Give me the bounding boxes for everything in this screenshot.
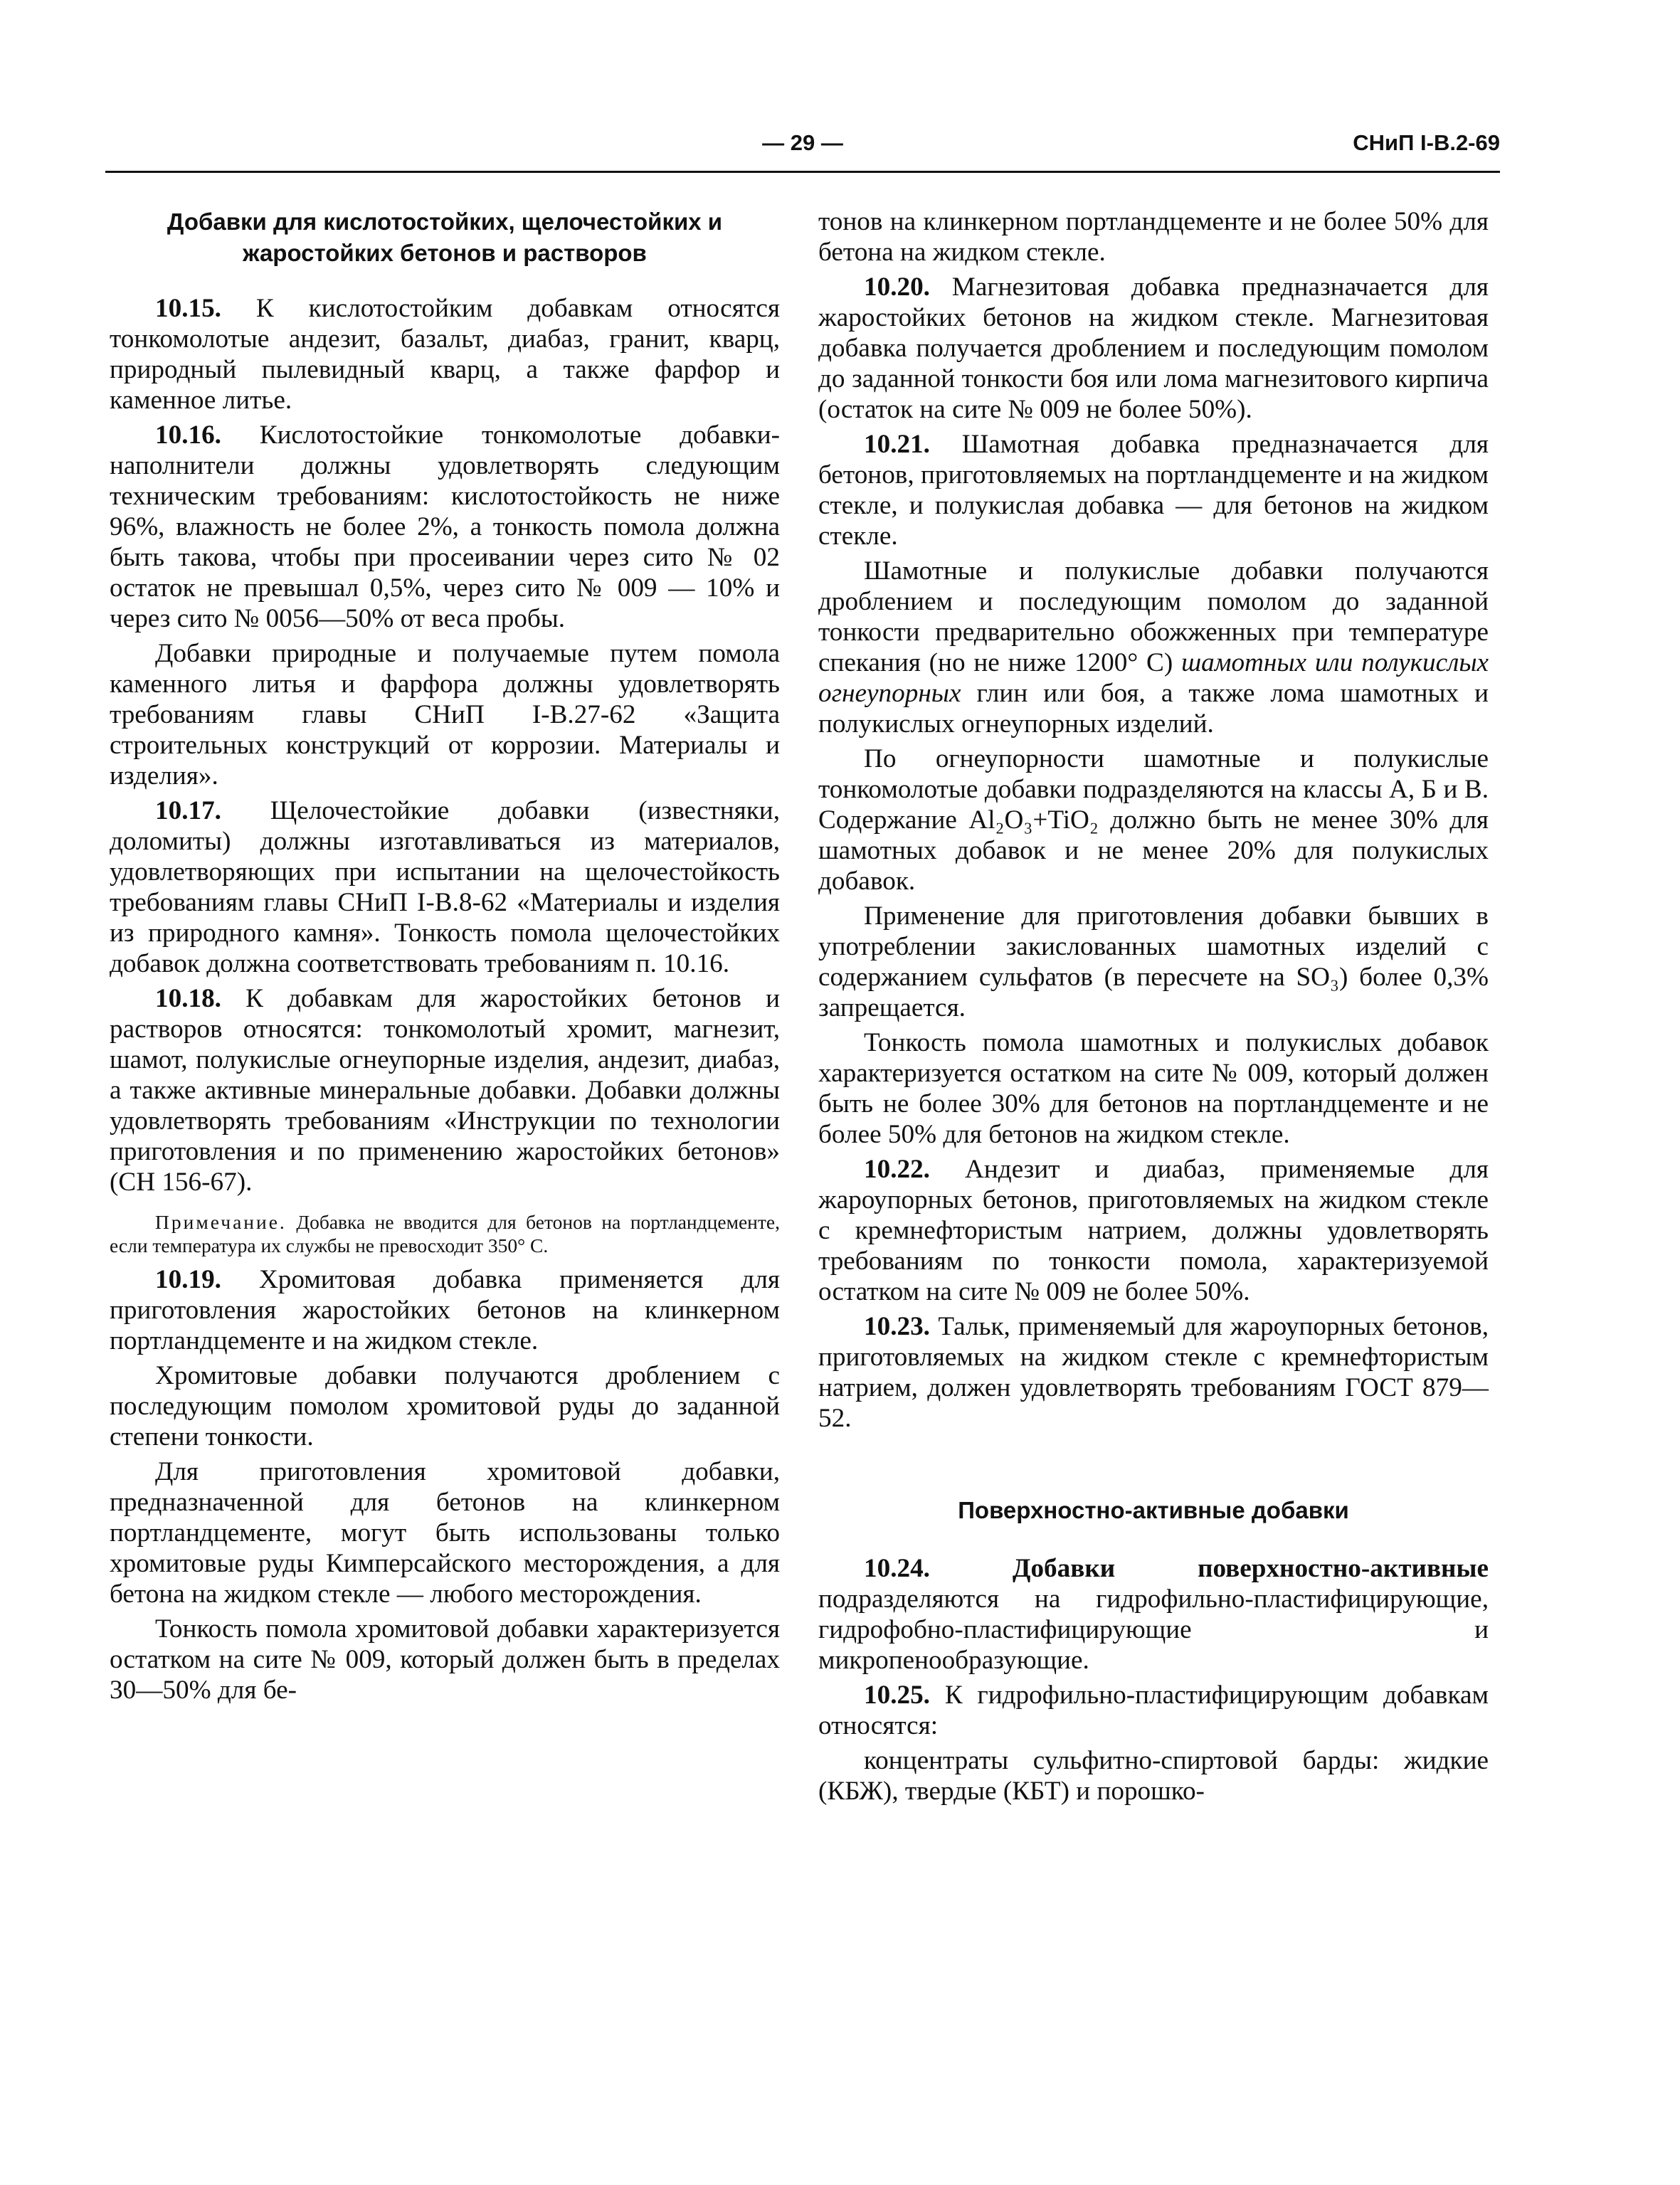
paragraph-natural-additives: Добавки природные и получаемые путем помола каменного литья и фарфора должны удовлетворять требованиям главы СНиП I-В.27-62 «Защита строительных конструкций от коррозии. Материалы и изделия».	[110, 639, 780, 790]
paragraph-10-23	[818, 1311, 1489, 1434]
paragraph-chamotte-fineness: Тонкость помола шамотных и полукислых добавок характеризуется остатком на сите № 009, который должен быть не более 30% для бетонов на портландцементе и не более 50% для бетонов на жидком стекле.	[818, 1028, 1489, 1149]
clause-number: 10.18.	[155, 984, 221, 1013]
paragraph-text: Щелочестойкие добавки (известняки, доломиты) должны изготавливаться из материалов, удовлетворяющих при испытании на щелочестойкость требованиям главы СНиП I-В.8-62 «Материалы и изделия из природного камня». Тонкость помола щелочестойких добавок должна соответствовать требованиям п. 10.16.	[110, 796, 780, 978]
paragraph-chromite-ores: Для приготовления хромитовой добавки, предназначенной для бетонов на клинкерном портландцементе, могут быть использованы только хромитовые руды Кимперсайского месторождения, а для бетона на жидком стекле — любого месторождения.	[110, 1457, 780, 1609]
italic-text: шамотных или полукислых огнеупорных	[818, 648, 1489, 708]
note-text: Добавка не вводится для бетонов на портландцементе, если температура их службы не превосходит 350° С.	[110, 1211, 780, 1256]
paragraph-10-25	[818, 1680, 1489, 1741]
paragraph-chamotte-production	[818, 556, 1489, 739]
paragraph-text: Шамотная добавка предназначается для бетонов, приготовляемых на портландцементе и на жидком стекле, и полукислая добавка — для бетонов на жидком стекле.	[818, 430, 1489, 551]
section-heading-additives: Добавки для кислотостойких, щелочестойких и жаростойких бетонов и растворов	[167, 208, 723, 266]
paragraph-sulfate-restriction: Применение для приготовления добавки бывших в употреблении закислованных шамотных изделий с содержанием сульфатов (в пересчете на SO₃) более 0,3% запрещается.	[818, 901, 1489, 1022]
paragraph-continuation: тонов на клинкерном портландцементе и не более 50% для бетона на жидком стекле.	[818, 207, 1489, 267]
clause-number: 10.23.	[864, 1312, 930, 1341]
document-code: СНиП I-В.2-69	[1353, 130, 1500, 155]
paragraph-concentrates: концентраты сульфитно-спиртовой барды: жидкие (КБЖ), твердые (КБТ) и порошко-	[818, 1746, 1489, 1806]
clause-number: 10.25.	[864, 1681, 930, 1710]
paragraph-text: Кислотостойкие тонкомолотые добавки-наполнители должны удовлетворять следующим техническим требованиям: кислотостойкость не ниже 96%, влажность не более 2%, а тонкость помола должна быть такова, чтобы при просеивании через сито № 02 остаток не превышал 0,5%, через сито № 009 — 10% и через сито № 0056—50% от веса пробы.	[110, 420, 780, 633]
note-label: Примечание.	[155, 1211, 287, 1233]
paragraph-text: К гидрофильно-пластифицирующим добавкам относятся:	[818, 1681, 1489, 1740]
clause-number: 10.20.	[864, 273, 930, 302]
paragraph-chromite-fineness: Тонкость помола хромитовой добавки характеризуется остатком на сите № 009, который должен быть в пределах 30—50% для бе-	[110, 1614, 780, 1705]
clause-number: 10.19.	[155, 1265, 221, 1294]
paragraph-text: Магнезитовая добавка предназначается для жаростойких бетонов на жидком стекле. Магнезитовая добавка получается дроблением и последующим помолом до заданной тонкости боя или лома магнезитового кирпича (остаток на сите № 009 не более 50%).	[818, 273, 1489, 424]
left-column	[110, 206, 780, 1705]
paragraph-10-21	[818, 429, 1489, 551]
paragraph-text: Андезит и диабаз, применяемые для жароупорных бетонов, приготовляемых на жидком стекле с кремнефтористым натрием, должны удовлетворять требованиям по тонкости помола, характеризуемой остатком на сите № 009 не более 50%.	[818, 1155, 1489, 1306]
paragraph-10-19	[110, 1264, 780, 1356]
clause-number: 10.21.	[864, 430, 930, 459]
paragraph-10-16	[110, 420, 780, 634]
paragraph-text: Хромитовая добавка применяется для приготовления жаростойких бетонов на клинкерном портландцементе и на жидком стекле.	[110, 1265, 780, 1355]
paragraph-10-17	[110, 795, 780, 979]
paragraph-refractoriness-classes: По огнеупорности шамотные и полукислые тонкомолотые добавки подразделяются на классы А, Б и В. Содержание Al₂O₃+TiO₂ должно быть не менее 30% для шамотных добавок и не менее 20% для полукислых добавок.	[818, 744, 1489, 896]
note	[110, 1210, 780, 1257]
section-heading-surfactants: Поверхностно-активные добавки	[958, 1497, 1349, 1523]
clause-number: 10.15.	[155, 294, 221, 323]
paragraph-text: Шамотные и полукислые добавки получаются дроблением и последующим помолом до заданной тонкости предварительно обожженных при температуре спекания (но не ниже 1200° С)	[818, 556, 1489, 677]
paragraph-text: Тальк, применяемый для жароупорных бетонов, приготовляемых на жидком стекле с кремнефтористым натрием, должен удовлетворять требованиям ГОСТ 879—52.	[818, 1312, 1489, 1433]
header-rule	[105, 171, 1500, 173]
paragraph-chromite-production: Хромитовые добавки получаются дроблением с последующим помолом хромитовой руды до заданной степени тонкости.	[110, 1361, 780, 1451]
paragraph-10-15	[110, 293, 780, 416]
paragraph-text: К добавкам для жаростойких бетонов и растворов относятся: тонкомолотый хромит, магнезит, шамот, полукислые огнеупорные изделия, андезит, диабаз, а также активные минеральные добавки. Добавки должны удовлетворять требованиям «Инструкции по технологии приготовления и по применению жаростойких бетонов» (СН 156-67).	[110, 984, 780, 1197]
right-column	[818, 206, 1489, 1806]
paragraph-text: глин или боя, а также лома шамотных и полукислых огнеупорных изделий.	[818, 679, 1489, 739]
paragraph-10-20	[818, 272, 1489, 425]
page-number: — 29 —	[762, 130, 843, 155]
clause-number: 10.17.	[155, 796, 221, 825]
paragraph-text: К кислотостойким добавкам относятся тонкомолотые андезит, базальт, диабаз, гранит, кварц, природный пылевидный кварц, а также фарфор и каменное литье.	[110, 294, 780, 415]
page-header	[105, 130, 1500, 173]
paragraph-10-18	[110, 983, 780, 1197]
clause-number: 10.24. Добавки поверхностно-активные	[864, 1554, 1489, 1583]
paragraph-10-22	[818, 1154, 1489, 1307]
paragraph-text: подразделяются на гидрофильно-пластифицирующие, гидрофобно-пластифицирующие и микропенообразующие.	[818, 1584, 1489, 1675]
clause-number: 10.16.	[155, 420, 221, 450]
paragraph-10-24	[818, 1553, 1489, 1676]
clause-number: 10.22.	[864, 1155, 930, 1184]
